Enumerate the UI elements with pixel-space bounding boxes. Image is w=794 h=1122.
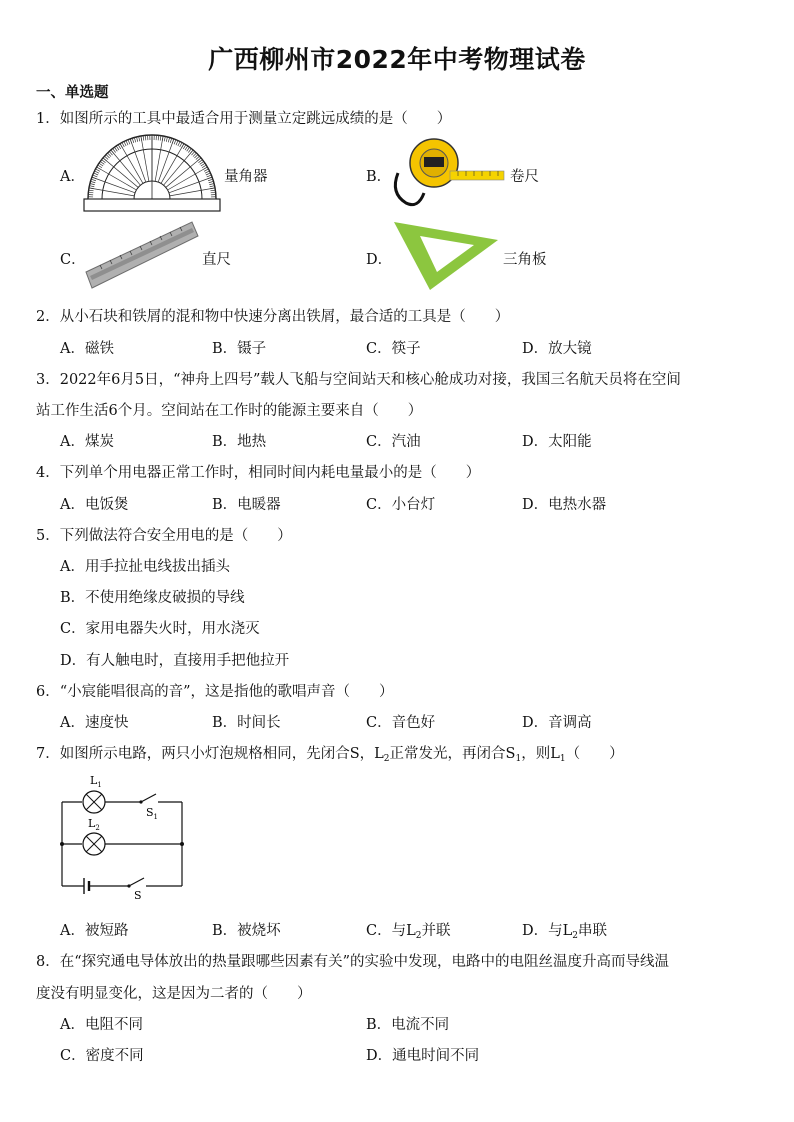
q4-option-a[interactable]: A．电饭煲 <box>60 497 129 513</box>
circuit-label-l1: $L_1$ <box>90 774 102 789</box>
q6-option-a[interactable]: A．速度快 <box>60 715 129 731</box>
q7-stem: 7．如图所示电路，两只小灯泡规格相同，先闭合S，$L_2$正常发光，再闭合$S_1$，则$L_1$（ ） <box>36 746 624 764</box>
q8-option-a[interactable]: A．电阻不同 <box>60 1017 143 1033</box>
q8-option-b[interactable]: B．电流不同 <box>366 1017 450 1033</box>
q2-option-d[interactable]: D．放大镜 <box>522 341 592 357</box>
circuit-label-l2: $L_2$ <box>88 817 100 832</box>
q3-option-c[interactable]: C．汽油 <box>366 434 421 450</box>
protractor-image <box>82 133 222 213</box>
section-heading: 一、单选题 <box>36 85 109 101</box>
q4-option-c[interactable]: C．小台灯 <box>366 497 436 513</box>
q8-option-c[interactable]: C．密度不同 <box>60 1048 144 1064</box>
triangle-ruler-image <box>390 218 502 294</box>
q5-option-a[interactable]: A．用手拉扯电线拔出插头 <box>60 559 230 575</box>
q5-stem: 5．下列做法符合安全用电的是（ ） <box>36 528 292 544</box>
q6-option-d[interactable]: D．音调高 <box>522 715 592 731</box>
q6-stem: 6．“小宸能唱很高的音”，这是指他的歌唱声音（ ） <box>36 684 394 700</box>
q1-option-d-letter[interactable]: D． <box>366 252 393 268</box>
q4-stem: 4．下列单个用电器正常工作时，相同时间内耗电量最小的是（ ） <box>36 465 481 481</box>
q7-option-b[interactable]: B．被烧坏 <box>212 923 281 939</box>
q4-option-d[interactable]: D．电热水器 <box>522 497 607 513</box>
q7-option-a[interactable]: A．被短路 <box>60 923 129 939</box>
circuit-diagram <box>52 770 192 900</box>
circuit-label-s: S <box>134 889 142 900</box>
q1-option-c-label: 直尺 <box>202 252 231 268</box>
q8-stem-line2: 度没有明显变化，这是因为二者的（ ） <box>36 986 312 1002</box>
q1-stem: 1．如图所示的工具中最适合用于测量立定跳远成绩的是（ ） <box>36 111 452 127</box>
q3-option-b[interactable]: B．地热 <box>212 434 267 450</box>
circuit-label-s1: $S_1$ <box>146 806 159 821</box>
q6-option-c[interactable]: C．音色好 <box>366 715 436 731</box>
q6-option-b[interactable]: B．时间长 <box>212 715 281 731</box>
q1-option-a-label: 量角器 <box>224 169 268 185</box>
q2-stem: 2．从小石块和铁屑的混和物中快速分离出铁屑，最合适的工具是（ ） <box>36 309 510 325</box>
q7-option-d[interactable]: D．与$L_2$串联 <box>522 923 607 941</box>
q2-option-c[interactable]: C．筷子 <box>366 341 421 357</box>
q8-stem-line1: 8．在“探究通电导体放出的热量跟哪些因素有关”的实验中发现，电路中的电阻丝温度升高而导线温 <box>36 954 670 970</box>
q2-option-a[interactable]: A．磁铁 <box>60 341 114 357</box>
q1-option-b-letter[interactable]: B． <box>366 169 392 185</box>
q3-option-a[interactable]: A．煤炭 <box>60 434 114 450</box>
q8-option-d[interactable]: D．通电时间不同 <box>366 1048 480 1064</box>
ruler-image <box>82 218 200 294</box>
q5-option-d[interactable]: D．有人触电时，直接用手把他拉开 <box>60 653 290 669</box>
q3-stem-line2: 站工作生活6个月。空间站在工作时的能源主要来自（ ） <box>36 403 423 419</box>
q2-option-b[interactable]: B．镊子 <box>212 341 267 357</box>
q3-option-d[interactable]: D．太阳能 <box>522 434 592 450</box>
q5-option-c[interactable]: C．家用电器失火时，用水浇灭 <box>60 621 260 637</box>
q1-option-b-label: 卷尺 <box>510 169 539 185</box>
page-title: 广西柳州市2022年中考物理试卷 <box>208 45 586 74</box>
q7-option-c[interactable]: C．与$L_2$并联 <box>366 923 451 941</box>
q1-option-a-letter[interactable]: A． <box>60 169 85 185</box>
q1-option-d-label: 三角板 <box>503 252 547 268</box>
q3-stem-line1: 3．2022年6月5日，“神舟上四号”载人飞船与空间站天和核心舱成功对接，我国三名航天员将在空间 <box>36 372 681 388</box>
q1-option-c-letter[interactable]: C． <box>60 252 86 268</box>
q4-option-b[interactable]: B．电暖器 <box>212 497 281 513</box>
q5-option-b[interactable]: B．不使用绝缘皮破损的导线 <box>60 590 245 606</box>
tape-measure-image <box>388 133 506 213</box>
